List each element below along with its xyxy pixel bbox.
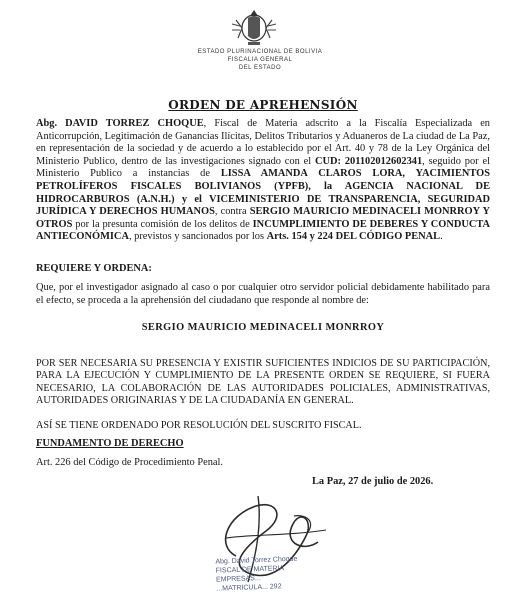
office-line-1: FISCALIA GENERAL (227, 57, 293, 63)
fundamento-heading: FUNDAMENTO DE DERECHO (36, 438, 184, 449)
caps-last-line: ASÍ SE TIENE ORDENADO POR RESOLUCIÓN DEL SUSCRITO FISCAL. (36, 420, 362, 431)
stamp-line-2: FISCAL DE MATERIA (215, 565, 285, 575)
stamp-line-3: EMPRESAS... (215, 575, 261, 584)
stamp-line-4: ...MATRICULA... 292 (216, 583, 282, 593)
stamp-line-1: Abg. David Torrez Choque (215, 555, 298, 566)
intro-text-6: . (440, 231, 443, 243)
document-date: La Paz, 27 de julio de 2026. (312, 476, 434, 487)
office-line-2: DEL ESTADO (238, 65, 282, 71)
official-stamp (215, 554, 306, 601)
intro-text-1: , Fiscal de Materia adscrito a la Fiscalía Especializada en Anticorrupción, Legitimación de Ganancias Ilícitas, Delitos Tributarios y Aduaneros de La ciudad de La Paz, en representación de la sociedad y de acuerdo a lo establecido por el Art. 40 y 78 de la Ley Orgánica del Ministerio Publico, dentro de las investigaciones signado con el (36, 118, 490, 167)
requiere-heading: REQUIERE Y ORDENA: (36, 263, 152, 274)
intro-text-2: , seguido por el Ministerio Publico a instancias de (36, 155, 490, 180)
coat-of-arms-icon (214, 6, 294, 52)
fundamento-text: Art. 226 del Código de Procedimiento Penal. (36, 457, 224, 468)
prosecutor-name: Abg. DAVID TORREZ CHOQUE (36, 118, 204, 129)
subject-name: SERGIO MAURICIO MEDINACELI MONRROY (141, 322, 385, 333)
requiere-paragraph: Que, por el investigador asignado al caso o por cualquier otro servidor policial debidamente habilitado para el efecto, se proceda a la aprehensión del ciudadano que responde al nombre de: (36, 282, 490, 306)
document-title: ORDEN DE APREHENSIÓN (168, 98, 358, 112)
institution-line: ESTADO PLURINACIONAL DE BOLIVIA (197, 49, 323, 55)
intro-paragraph (36, 118, 490, 244)
cud-number: CUD: 201102012602341 (315, 155, 423, 167)
articles: Arts. 154 y 224 DEL CÓDIGO PENAL (266, 231, 441, 243)
caps-paragraph: POR SER NECESARIA SU PRESENCIA Y EXISTIR SUFICIENTES INDICIOS DE SU PARTICIPACIÓN, PARA LA EJECUCIÓN Y CUMPLIMIENTO DE LA PRESENTE ORDEN SE REQUIERE, SI FUERA NECESARIO, LA COLABORACIÓN DE LAS AUTORIDADES POLICIALES, ADMINISTRATIVAS, AUTORIDADES ORIGINARIAS Y DE LA CIUDADANÍA EN GENERAL. (36, 358, 490, 407)
intro-text-4: por la presunta comisión de los delitos de (72, 218, 253, 230)
intro-text-3: , contra (214, 206, 250, 218)
complainants: LISSA AMANDA CLAROS LORA, YACIMIENTOS PETROLÍFEROS FISCALES BOLIVIANOS (YPFB), la AGENCIA NACIONAL DE HIDROCARBUROS (A.N.H.) y el VICEMINISTERIO DE TRANSPARENCIA, SEGURIDAD JURÍDICA Y DERECHOS HUMANOS (36, 168, 490, 218)
accused-name: SERGIO MAURICIO MEDINACELI MONRROY Y OTROS (36, 206, 490, 230)
crimes: INCUMPLIMIENTO DE DEBERES Y CONDUCTA ANTIECONÓMICA (36, 218, 490, 243)
intro-text-5: , previstos y sancionados por los (128, 231, 267, 243)
